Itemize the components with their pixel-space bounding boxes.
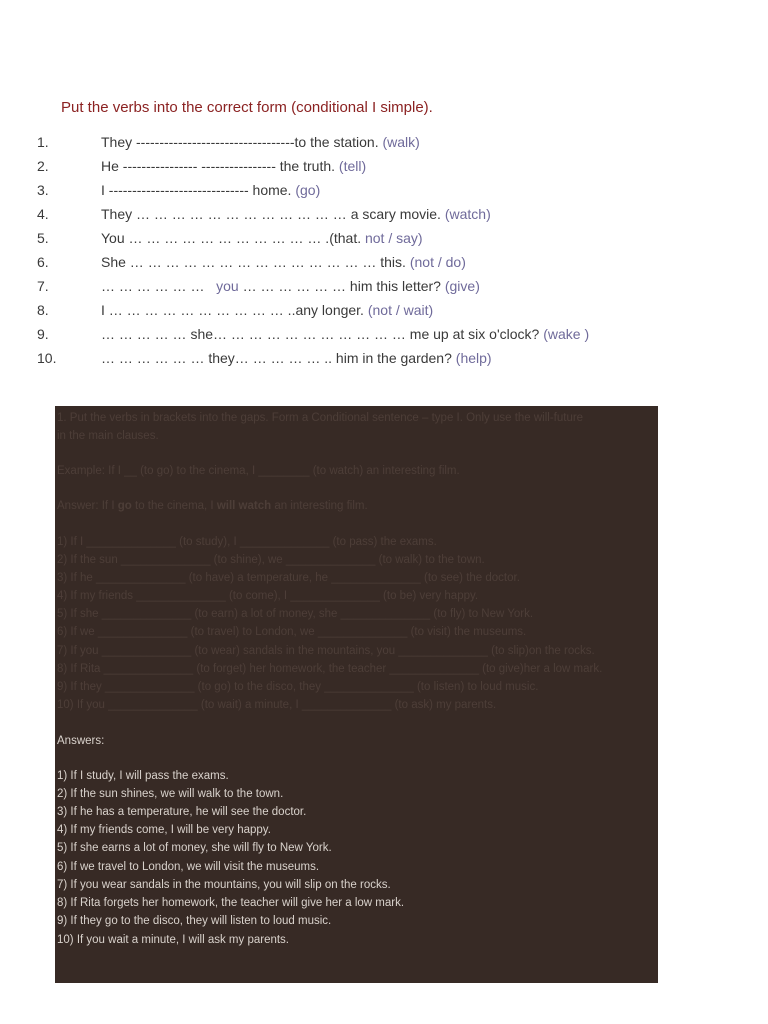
question-line: 3) If he ______________ (to have) a temperature, he ______________ (to see) the doctor.	[57, 572, 520, 584]
item-text-wrap	[101, 326, 589, 342]
instructions-line: 1. Put the verbs in brackets into the gaps. Form a Conditional sentence – type I. Only use the will-future	[57, 412, 584, 424]
item-text: … … … … … she… … … … … … … … … … … me up at six o'clock?	[101, 326, 540, 342]
item-number: 7.	[37, 278, 49, 294]
verb-hint: (go)	[295, 182, 321, 198]
example-line: Example: If I __ (to go) to the cinema, I ________ (to watch) an interesting film.	[57, 465, 460, 477]
verb-hint: (not / wait)	[367, 302, 434, 318]
question-line: 8) If Rita ______________ (to forget) her homework, the teacher ______________ (to give)her a low mark.	[57, 663, 603, 675]
list-item	[0, 206, 768, 226]
answer-line: 8) If Rita forgets her homework, the teacher will give her a low mark.	[57, 897, 405, 909]
list-item	[0, 182, 768, 202]
list-item	[0, 326, 768, 346]
answer-verb: go	[117, 500, 132, 512]
item-text-wrap	[101, 350, 492, 366]
answer-part: to the cinema, I	[135, 500, 214, 512]
item-text-wrap	[101, 206, 491, 222]
item-text-wrap	[101, 158, 366, 174]
item-text: You … … … … … … … … … … … .(that.	[101, 230, 362, 246]
answer-line: 2) If the sun shines, we will walk to the town.	[57, 788, 284, 800]
item-number: 9.	[37, 326, 49, 342]
item-text: … … … … … …	[101, 278, 205, 294]
item-text-2: … … … … … … him this letter?	[242, 278, 441, 294]
item-number: 10.	[37, 350, 57, 366]
item-text: … … … … … … they… … … … … .. him in the garden?	[101, 350, 452, 366]
answer-part: an interesting film.	[274, 500, 368, 512]
subject-hint: you	[216, 278, 239, 294]
question-line: 7) If you ______________ (to wear) sandals in the mountains, you ______________ (to slip)on the rocks.	[57, 645, 595, 657]
exercise-panel	[55, 406, 658, 983]
answer-line: 6) If we travel to London, we will visit the museums.	[57, 861, 320, 873]
list-item	[0, 230, 768, 250]
question-line: 6) If we ______________ (to travel) to London, we ______________ (to visit) the museums.	[57, 626, 527, 638]
verb-hint: (help)	[455, 350, 492, 366]
instructions-line: in the main clauses.	[57, 430, 159, 442]
item-text-wrap	[101, 134, 420, 150]
question-line: 1) If I ______________ (to study), I ______________ (to pass) the exams.	[57, 536, 437, 548]
list-item	[0, 254, 768, 274]
question-line: 10) If you ______________ (to wait) a minute, I ______________ (to ask) my parents.	[57, 699, 497, 711]
item-number: 6.	[37, 254, 49, 270]
item-text-wrap	[101, 182, 320, 198]
item-text: They ----------------------------------to the station.	[101, 134, 379, 150]
item-text-wrap	[101, 230, 423, 246]
answer-line: 9) If they go to the disco, they will listen to loud music.	[57, 915, 332, 927]
list-item	[0, 350, 768, 370]
answer-line: 4) If my friends come, I will be very happy.	[57, 824, 271, 836]
item-text: She … … … … … … … … … … … … … … this.	[101, 254, 406, 270]
verb-hint: (give)	[444, 278, 480, 294]
item-text-wrap	[101, 302, 433, 318]
answer-verb: will watch	[216, 500, 272, 512]
item-number: 1.	[37, 134, 49, 150]
verb-hint: (walk)	[382, 134, 420, 150]
list-item	[0, 302, 768, 322]
answer-line: 10) If you wait a minute, I will ask my parents.	[57, 934, 290, 946]
item-text: I ------------------------------ home.	[101, 182, 292, 198]
verb-hint: (watch)	[444, 206, 491, 222]
item-text: He ---------------- ---------------- the truth.	[101, 158, 336, 174]
answer-part: Answer: If I	[57, 500, 115, 512]
verb-hint: (tell)	[338, 158, 367, 174]
verb-hint: not / say)	[364, 230, 423, 246]
item-number: 3.	[37, 182, 49, 198]
answer-line: 7) If you wear sandals in the mountains, you will slip on the rocks.	[57, 879, 391, 891]
page-title: Put the verbs into the correct form (conditional I simple).	[61, 99, 433, 116]
answer-line: 3) If he has a temperature, he will see the doctor.	[57, 806, 307, 818]
verb-hint: (not / do)	[409, 254, 466, 270]
list-item	[0, 134, 768, 154]
answer-line: 5) If she earns a lot of money, she will fly to New York.	[57, 842, 332, 854]
item-number: 4.	[37, 206, 49, 222]
item-text-wrap	[101, 254, 466, 270]
answers-heading: Answers:	[57, 735, 105, 747]
item-text: I … … … … … … … … … … ..any longer.	[101, 302, 364, 318]
item-number: 5.	[37, 230, 49, 246]
question-line: 9) If they ______________ (to go) to the disco, they ______________ (to listen) to loud music.	[57, 681, 539, 693]
answer-line: 1) If I study, I will pass the exams.	[57, 770, 229, 782]
item-text-wrap	[101, 278, 480, 294]
question-line: 4) If my friends ______________ (to come), I ______________ (to be) very happy.	[57, 590, 479, 602]
list-item	[0, 158, 768, 178]
item-number: 2.	[37, 158, 49, 174]
list-item	[0, 278, 768, 298]
verb-hint: (wake )	[543, 326, 590, 342]
item-text: They … … … … … … … … … … … … a scary movie.	[101, 206, 441, 222]
item-number: 8.	[37, 302, 49, 318]
question-line: 5) If she ______________ (to earn) a lot of money, she ______________ (to fly) to New York.	[57, 608, 534, 620]
question-line: 2) If the sun ______________ (to shine), we ______________ (to walk) to the town.	[57, 554, 485, 566]
example-answer	[57, 499, 368, 513]
